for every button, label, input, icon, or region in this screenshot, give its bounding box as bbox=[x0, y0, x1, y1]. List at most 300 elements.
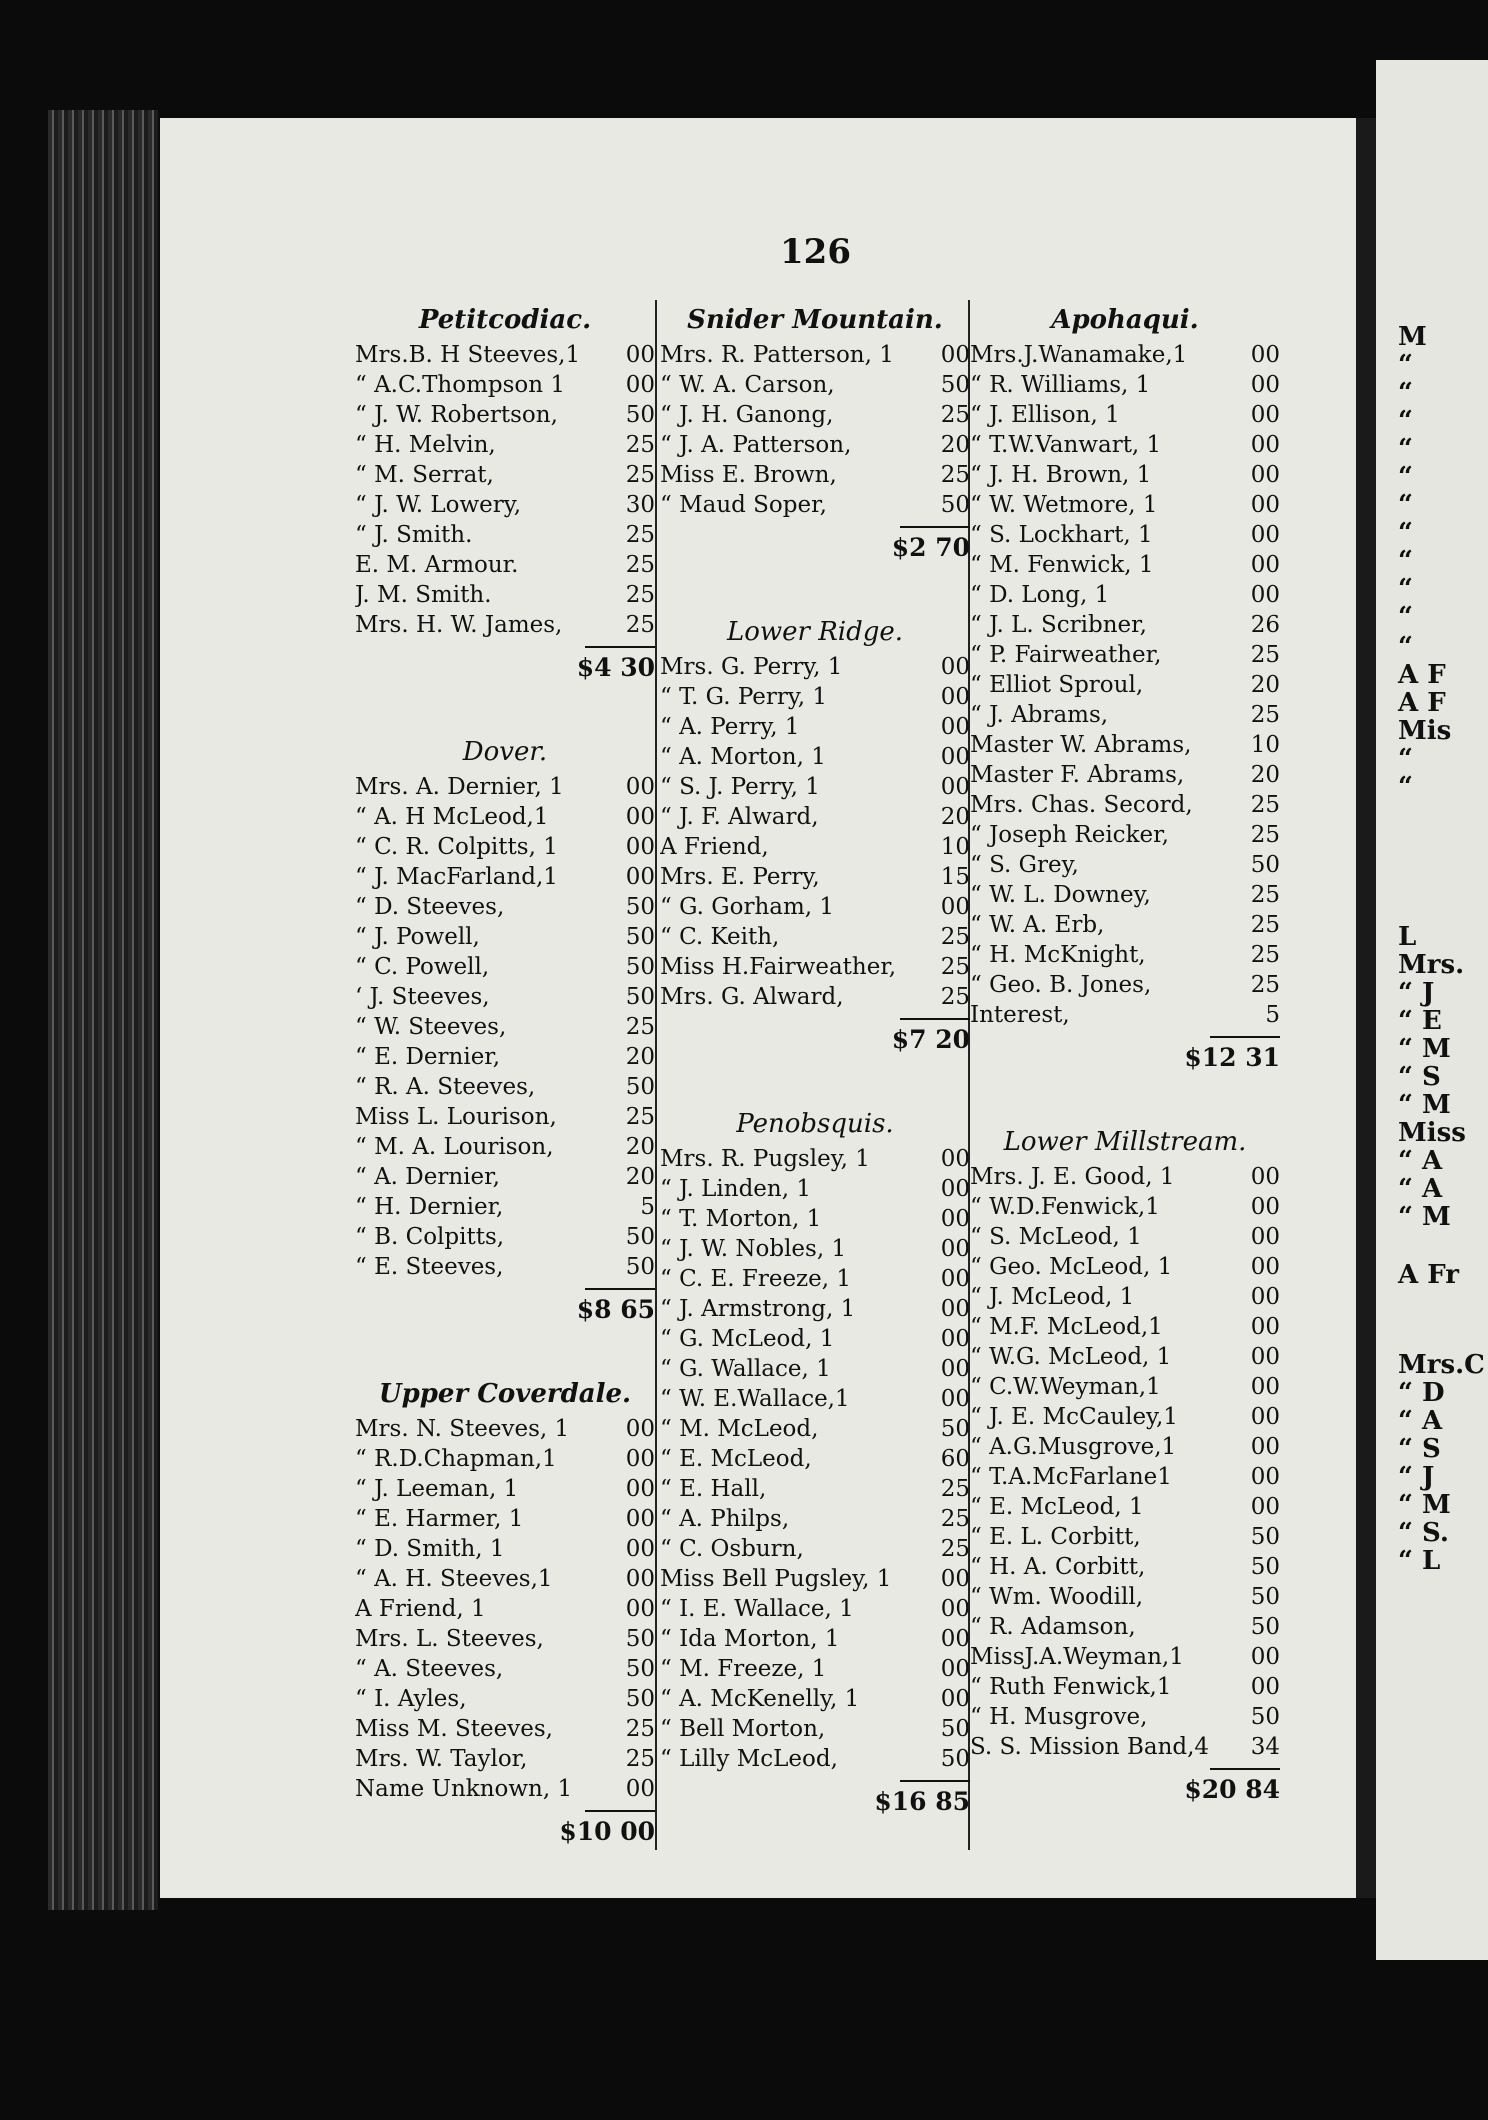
donation-amount: 25 bbox=[625, 612, 655, 638]
section-heading: Penobsquis. bbox=[736, 1109, 894, 1139]
donation-amount: 00 bbox=[1250, 1494, 1280, 1520]
donation-amount: 00 bbox=[1250, 462, 1280, 488]
ledger-row bbox=[970, 730, 1280, 760]
donation-amount: 25 bbox=[1250, 972, 1280, 998]
next-page-text: “ bbox=[1398, 406, 1413, 436]
donor-name: “ W. E.Wallace,1 bbox=[660, 1386, 850, 1412]
donor-name: “ A. Perry, 1 bbox=[660, 714, 800, 740]
ledger-row bbox=[970, 1222, 1280, 1252]
donation-amount: 00 bbox=[625, 372, 655, 398]
donor-name: “ T. G. Perry, 1 bbox=[660, 684, 828, 710]
ledger-row bbox=[660, 1444, 970, 1474]
donor-name: “ E. McLeod, bbox=[660, 1446, 812, 1472]
donation-amount: 00 bbox=[940, 1566, 970, 1592]
donor-name: “ W. Wetmore, 1 bbox=[970, 492, 1158, 518]
donation-amount: 00 bbox=[940, 1626, 970, 1652]
ledger-row bbox=[970, 1312, 1280, 1342]
donation-amount: 00 bbox=[625, 1596, 655, 1622]
donor-name: “ T. Morton, 1 bbox=[660, 1206, 822, 1232]
next-page-fragment bbox=[1376, 60, 1488, 1960]
ledger-row bbox=[660, 1594, 970, 1624]
donation-amount: 00 bbox=[625, 1476, 655, 1502]
ledger-row bbox=[660, 832, 970, 862]
donation-amount: 50 bbox=[940, 372, 970, 398]
ledger-row bbox=[355, 1132, 655, 1162]
next-page-text: Mis bbox=[1398, 716, 1452, 746]
ledger-row bbox=[970, 1612, 1280, 1642]
section-total: $16 85 bbox=[874, 1787, 970, 1816]
donor-name: A Friend, 1 bbox=[355, 1596, 486, 1622]
section-gap bbox=[660, 1060, 970, 1104]
donor-name: “ A. Morton, 1 bbox=[660, 744, 826, 770]
next-page-text: “ S bbox=[1398, 1434, 1441, 1464]
section-total: $2 70 bbox=[891, 533, 970, 562]
donor-name: “ D. Smith, 1 bbox=[355, 1536, 505, 1562]
section-total: $7 20 bbox=[891, 1025, 970, 1054]
ledger-row bbox=[355, 400, 655, 430]
donor-name: ‘ J. Steeves, bbox=[355, 984, 490, 1010]
ledger-row bbox=[660, 712, 970, 742]
ledger-row bbox=[660, 340, 970, 370]
section-heading: Apohaqui. bbox=[1051, 305, 1199, 335]
next-page-text: “ A bbox=[1398, 1146, 1443, 1176]
donor-name: “ J. MacFarland,1 bbox=[355, 864, 558, 890]
donor-name: Mrs. G. Perry, 1 bbox=[660, 654, 843, 680]
donation-amount: 25 bbox=[625, 552, 655, 578]
next-page-text: A F bbox=[1398, 688, 1446, 718]
next-page-text: “ bbox=[1398, 462, 1413, 492]
donor-name: “ S. Lockhart, 1 bbox=[970, 522, 1153, 548]
ledger-row bbox=[660, 1174, 970, 1204]
donor-name: MissJ.A.Weyman,1 bbox=[970, 1644, 1184, 1670]
ledger-row bbox=[970, 1642, 1280, 1672]
donor-name: Mrs. R. Patterson, 1 bbox=[660, 342, 894, 368]
next-page-text: “ S. bbox=[1398, 1518, 1449, 1548]
ledger-row bbox=[660, 460, 970, 490]
donor-name: Master W. Abrams, bbox=[970, 732, 1192, 758]
ledger-row bbox=[355, 1192, 655, 1222]
donor-name: “ C. R. Colpitts, 1 bbox=[355, 834, 558, 860]
donor-name: “ R. A. Steeves, bbox=[355, 1074, 536, 1100]
donor-name: “ T.A.McFarlane1 bbox=[970, 1464, 1172, 1490]
donation-amount: 5 bbox=[1265, 1002, 1280, 1028]
donation-amount: 25 bbox=[940, 1536, 970, 1562]
ledger-row bbox=[355, 430, 655, 460]
donation-amount: 10 bbox=[940, 834, 970, 860]
donor-name: E. M. Armour. bbox=[355, 552, 519, 578]
page-number: 126 bbox=[780, 232, 851, 272]
section-gap bbox=[355, 688, 655, 732]
donation-amount: 25 bbox=[625, 432, 655, 458]
ledger-row bbox=[970, 1282, 1280, 1312]
donor-name: Mrs.J.Wanamake,1 bbox=[970, 342, 1188, 368]
ledger-row bbox=[970, 490, 1280, 520]
ledger-row bbox=[355, 1414, 655, 1444]
donation-amount: 00 bbox=[1250, 1434, 1280, 1460]
page-gutter bbox=[1356, 118, 1376, 1898]
donor-name: Mrs. H. W. James, bbox=[355, 612, 563, 638]
donor-name: “ Geo. McLeod, 1 bbox=[970, 1254, 1173, 1280]
donor-name: Miss H.Fairweather, bbox=[660, 954, 897, 980]
section-total: $12 31 bbox=[1184, 1043, 1280, 1072]
ledger-row bbox=[660, 1204, 970, 1234]
donation-amount: 00 bbox=[940, 1176, 970, 1202]
ledger-row bbox=[660, 1744, 970, 1774]
ledger-row bbox=[355, 772, 655, 802]
ledger-row bbox=[970, 1702, 1280, 1732]
donation-amount: 00 bbox=[625, 774, 655, 800]
column-1 bbox=[355, 300, 655, 1852]
ledger-row bbox=[355, 1624, 655, 1654]
ledger-row bbox=[355, 1012, 655, 1042]
ledger-row bbox=[970, 580, 1280, 610]
donation-amount: 50 bbox=[1250, 1524, 1280, 1550]
next-page-text: “ A bbox=[1398, 1174, 1443, 1204]
donor-name: “ W. A. Carson, bbox=[660, 372, 835, 398]
donation-amount: 00 bbox=[625, 834, 655, 860]
ledger-row bbox=[660, 982, 970, 1012]
donor-name: “ J. McLeod, 1 bbox=[970, 1284, 1135, 1310]
donation-amount: 00 bbox=[940, 654, 970, 680]
donation-amount: 50 bbox=[625, 894, 655, 920]
donation-amount: 25 bbox=[940, 924, 970, 950]
donor-name: “ Maud Soper, bbox=[660, 492, 827, 518]
next-page-text: “ bbox=[1398, 490, 1413, 520]
donation-amount: 50 bbox=[625, 924, 655, 950]
donor-name: “ H. Dernier, bbox=[355, 1194, 504, 1220]
ledger-row bbox=[660, 1384, 970, 1414]
donor-name: “ Joseph Reicker, bbox=[970, 822, 1169, 848]
donation-amount: 25 bbox=[1250, 882, 1280, 908]
donor-name: “ G. Wallace, 1 bbox=[660, 1356, 831, 1382]
donation-amount: 25 bbox=[1250, 942, 1280, 968]
ledger-row bbox=[355, 610, 655, 640]
ledger-row bbox=[970, 1192, 1280, 1222]
donation-amount: 50 bbox=[1250, 1704, 1280, 1730]
ledger-row bbox=[970, 1162, 1280, 1192]
donation-amount: 20 bbox=[1250, 762, 1280, 788]
ledger-row bbox=[355, 1654, 655, 1684]
ledger-row bbox=[660, 490, 970, 520]
donor-name: “ H. Melvin, bbox=[355, 432, 496, 458]
donor-name: “ J. Powell, bbox=[355, 924, 480, 950]
donor-name: Name Unknown, 1 bbox=[355, 1776, 573, 1802]
donor-name: “ A. H McLeod,1 bbox=[355, 804, 549, 830]
ledger-row bbox=[970, 340, 1280, 370]
donor-name: “ E. L. Corbitt, bbox=[970, 1524, 1141, 1550]
column-rule bbox=[655, 300, 657, 1850]
next-page-text: Miss bbox=[1398, 1118, 1466, 1148]
donation-amount: 50 bbox=[940, 1746, 970, 1772]
donor-name: “ M. A. Lourison, bbox=[355, 1134, 554, 1160]
next-page-text: “ D bbox=[1398, 1378, 1445, 1408]
donation-amount: 00 bbox=[940, 1206, 970, 1232]
donation-amount: 25 bbox=[625, 462, 655, 488]
donation-amount: 00 bbox=[1250, 1314, 1280, 1340]
donation-amount: 00 bbox=[1250, 1644, 1280, 1670]
donation-amount: 00 bbox=[1250, 1374, 1280, 1400]
next-page-text: “ J bbox=[1398, 978, 1435, 1008]
donor-name: “ J. W. Lowery, bbox=[355, 492, 522, 518]
ledger-row bbox=[355, 1564, 655, 1594]
donor-name: “ E. Harmer, 1 bbox=[355, 1506, 524, 1532]
donation-amount: 50 bbox=[625, 1686, 655, 1712]
donor-name: Mrs. R. Pugsley, 1 bbox=[660, 1146, 870, 1172]
ledger-row bbox=[355, 460, 655, 490]
ledger-row bbox=[660, 742, 970, 772]
donor-name: Mrs. N. Steeves, 1 bbox=[355, 1416, 570, 1442]
donation-amount: 25 bbox=[625, 582, 655, 608]
donor-name: “ J. Linden, 1 bbox=[660, 1176, 811, 1202]
donor-name: “ Ruth Fenwick,1 bbox=[970, 1674, 1172, 1700]
donation-amount: 25 bbox=[940, 402, 970, 428]
donor-name: Miss E. Brown, bbox=[660, 462, 837, 488]
donation-amount: 25 bbox=[940, 984, 970, 1010]
ledger-row bbox=[970, 940, 1280, 970]
ledger-row bbox=[660, 430, 970, 460]
donation-amount: 00 bbox=[1250, 1404, 1280, 1430]
donor-name: “ A. Steeves, bbox=[355, 1656, 504, 1682]
ledger-row bbox=[660, 1234, 970, 1264]
donor-name: “ M. McLeod, bbox=[660, 1416, 819, 1442]
donation-amount: 50 bbox=[1250, 1554, 1280, 1580]
ledger-row bbox=[355, 982, 655, 1012]
next-page-text: “ bbox=[1398, 574, 1413, 604]
ledger-row bbox=[355, 1444, 655, 1474]
donation-amount: 00 bbox=[1250, 582, 1280, 608]
donation-amount: 00 bbox=[940, 714, 970, 740]
donation-amount: 25 bbox=[940, 1506, 970, 1532]
ledger-row bbox=[970, 400, 1280, 430]
ledger-row bbox=[970, 460, 1280, 490]
next-page-text: “ M bbox=[1398, 1090, 1451, 1120]
donor-name: “ T.W.Vanwart, 1 bbox=[970, 432, 1162, 458]
donor-name: “ R. Adamson, bbox=[970, 1614, 1136, 1640]
column-3 bbox=[970, 300, 1280, 1810]
ledger-row bbox=[970, 1402, 1280, 1432]
donation-amount: 25 bbox=[625, 1746, 655, 1772]
donation-amount: 25 bbox=[1250, 912, 1280, 938]
donation-amount: 50 bbox=[940, 492, 970, 518]
section-heading: Lower Ridge. bbox=[726, 617, 904, 647]
section-gap bbox=[355, 1330, 655, 1374]
ledger-row bbox=[970, 1582, 1280, 1612]
ledger-row bbox=[660, 1474, 970, 1504]
next-page-text: “ bbox=[1398, 350, 1413, 380]
donation-amount: 20 bbox=[625, 1044, 655, 1070]
donation-amount: 00 bbox=[625, 864, 655, 890]
donation-amount: 00 bbox=[625, 1446, 655, 1472]
donor-name: “ J. Ellison, 1 bbox=[970, 402, 1120, 428]
donation-amount: 50 bbox=[625, 1074, 655, 1100]
ledger-row bbox=[970, 1000, 1280, 1030]
ledger-row bbox=[355, 1474, 655, 1504]
donation-amount: 00 bbox=[940, 894, 970, 920]
donor-name: “ I. Ayles, bbox=[355, 1686, 467, 1712]
donor-name: “ J. Smith. bbox=[355, 522, 473, 548]
ledger-row bbox=[355, 580, 655, 610]
donation-amount: 25 bbox=[625, 522, 655, 548]
donation-amount: 50 bbox=[940, 1716, 970, 1742]
ledger-row bbox=[660, 652, 970, 682]
donation-amount: 00 bbox=[940, 1386, 970, 1412]
donation-amount: 25 bbox=[940, 954, 970, 980]
donation-amount: 00 bbox=[1250, 522, 1280, 548]
donor-name: “ J. F. Alward, bbox=[660, 804, 819, 830]
ledger-row bbox=[970, 1462, 1280, 1492]
donation-amount: 25 bbox=[1250, 702, 1280, 728]
ledger-row bbox=[660, 400, 970, 430]
donor-name: “ Wm. Woodill, bbox=[970, 1584, 1144, 1610]
next-page-text: “ bbox=[1398, 434, 1413, 464]
ledger-row bbox=[660, 1324, 970, 1354]
donation-amount: 00 bbox=[1250, 1224, 1280, 1250]
donor-name: “ E. Steeves, bbox=[355, 1254, 504, 1280]
next-page-text: “ J bbox=[1398, 1462, 1435, 1492]
section-heading: Lower Millstream. bbox=[1003, 1127, 1247, 1157]
ledger-row bbox=[660, 1144, 970, 1174]
donation-amount: 00 bbox=[1250, 1674, 1280, 1700]
donation-amount: 50 bbox=[1250, 1614, 1280, 1640]
next-page-text: “ bbox=[1398, 772, 1413, 802]
donor-name: “ J. A. Patterson, bbox=[660, 432, 852, 458]
donor-name: “ W. Steeves, bbox=[355, 1014, 507, 1040]
donor-name: Miss M. Steeves, bbox=[355, 1716, 553, 1742]
ledger-row bbox=[355, 1534, 655, 1564]
book-spine-edge bbox=[48, 110, 158, 1910]
section-total: $8 65 bbox=[576, 1295, 655, 1324]
donation-amount: 50 bbox=[625, 1656, 655, 1682]
donor-name: “ M.F. McLeod,1 bbox=[970, 1314, 1163, 1340]
donation-amount: 25 bbox=[625, 1104, 655, 1130]
donation-amount: 00 bbox=[940, 1596, 970, 1622]
ledger-row bbox=[970, 850, 1280, 880]
next-page-text: “ bbox=[1398, 602, 1413, 632]
donor-name: “ W.D.Fenwick,1 bbox=[970, 1194, 1160, 1220]
ledger-row bbox=[970, 1672, 1280, 1702]
donation-amount: 00 bbox=[940, 1656, 970, 1682]
donation-amount: 00 bbox=[1250, 1254, 1280, 1280]
ledger-row bbox=[970, 1522, 1280, 1552]
donation-amount: 00 bbox=[1250, 552, 1280, 578]
next-page-text: “ L bbox=[1398, 1546, 1441, 1576]
ledger-row bbox=[355, 1072, 655, 1102]
donation-amount: 00 bbox=[940, 744, 970, 770]
donation-amount: 25 bbox=[1250, 642, 1280, 668]
ledger-row bbox=[355, 1222, 655, 1252]
donor-name: “ J. L. Scribner, bbox=[970, 612, 1147, 638]
ledger-row bbox=[660, 682, 970, 712]
ledger-row bbox=[970, 1732, 1280, 1762]
donation-amount: 00 bbox=[625, 1536, 655, 1562]
donor-name: “ J. Abrams, bbox=[970, 702, 1109, 728]
donor-name: “ I. E. Wallace, 1 bbox=[660, 1596, 854, 1622]
ledger-row bbox=[660, 1624, 970, 1654]
donor-name: “ R. Williams, 1 bbox=[970, 372, 1151, 398]
donation-amount: 00 bbox=[940, 342, 970, 368]
next-page-text: “ E bbox=[1398, 1006, 1442, 1036]
ledger-row bbox=[970, 700, 1280, 730]
ledger-row bbox=[355, 520, 655, 550]
ledger-row bbox=[355, 550, 655, 580]
donor-name: “ Elliot Sproul, bbox=[970, 672, 1144, 698]
donation-amount: 25 bbox=[625, 1014, 655, 1040]
next-page-text: “ A bbox=[1398, 1406, 1443, 1436]
donation-amount: 20 bbox=[940, 804, 970, 830]
ledger-row bbox=[970, 1342, 1280, 1372]
ledger-row bbox=[970, 790, 1280, 820]
donor-name: Mrs. J. E. Good, 1 bbox=[970, 1164, 1175, 1190]
donor-name: Mrs. W. Taylor, bbox=[355, 1746, 528, 1772]
next-page-text: “ bbox=[1398, 632, 1413, 662]
donation-amount: 00 bbox=[1250, 1164, 1280, 1190]
donor-name: “ A. Dernier, bbox=[355, 1164, 500, 1190]
donor-name: “ C. Osburn, bbox=[660, 1536, 804, 1562]
ledger-row bbox=[970, 1492, 1280, 1522]
donation-amount: 50 bbox=[940, 1416, 970, 1442]
donation-amount: 00 bbox=[940, 1686, 970, 1712]
ledger-row bbox=[355, 1774, 655, 1804]
donation-amount: 10 bbox=[1250, 732, 1280, 758]
donation-amount: 20 bbox=[1250, 672, 1280, 698]
donation-amount: 00 bbox=[1250, 372, 1280, 398]
donation-amount: 00 bbox=[625, 804, 655, 830]
donation-amount: 25 bbox=[1250, 792, 1280, 818]
next-page-text: “ bbox=[1398, 744, 1413, 774]
donation-amount: 20 bbox=[625, 1164, 655, 1190]
ledger-row bbox=[970, 760, 1280, 790]
ledger-row bbox=[355, 952, 655, 982]
ledger-row bbox=[970, 370, 1280, 400]
ledger-row bbox=[660, 1684, 970, 1714]
donor-name: “ E. McLeod, 1 bbox=[970, 1494, 1144, 1520]
donation-amount: 25 bbox=[625, 1716, 655, 1742]
ledger-row bbox=[970, 1372, 1280, 1402]
donation-amount: 00 bbox=[1250, 492, 1280, 518]
donor-name: Mrs. L. Steeves, bbox=[355, 1626, 544, 1652]
donor-name: “ C. Keith, bbox=[660, 924, 780, 950]
ledger-row bbox=[660, 1564, 970, 1594]
ledger-row bbox=[660, 1504, 970, 1534]
donor-name: “ R.D.Chapman,1 bbox=[355, 1446, 557, 1472]
donor-name: Mrs. Chas. Secord, bbox=[970, 792, 1193, 818]
ledger-row bbox=[660, 952, 970, 982]
donor-name: “ H. A. Corbitt, bbox=[970, 1554, 1146, 1580]
ledger-row bbox=[970, 610, 1280, 640]
next-page-text: “ bbox=[1398, 378, 1413, 408]
donor-name: “ M. Serrat, bbox=[355, 462, 494, 488]
donation-amount: 00 bbox=[940, 774, 970, 800]
donor-name: “ H. Musgrove, bbox=[970, 1704, 1148, 1730]
ledger-row bbox=[970, 820, 1280, 850]
donation-amount: 00 bbox=[940, 684, 970, 710]
ledger-row bbox=[355, 490, 655, 520]
ledger-row bbox=[970, 1552, 1280, 1582]
ledger-row bbox=[660, 1414, 970, 1444]
ledger-row bbox=[970, 670, 1280, 700]
donor-name: “ W. L. Downey, bbox=[970, 882, 1151, 908]
donation-amount: 50 bbox=[625, 402, 655, 428]
donor-name: “ J. W. Nobles, 1 bbox=[660, 1236, 847, 1262]
next-page-text: A F bbox=[1398, 660, 1446, 690]
donor-name: Mrs. A. Dernier, 1 bbox=[355, 774, 564, 800]
section-total: $10 00 bbox=[559, 1817, 655, 1846]
ledger-row bbox=[970, 430, 1280, 460]
donation-amount: 00 bbox=[940, 1236, 970, 1262]
donor-name: “ M. Freeze, 1 bbox=[660, 1656, 827, 1682]
donation-amount: 20 bbox=[625, 1134, 655, 1160]
donor-name: “ C. Powell, bbox=[355, 954, 490, 980]
